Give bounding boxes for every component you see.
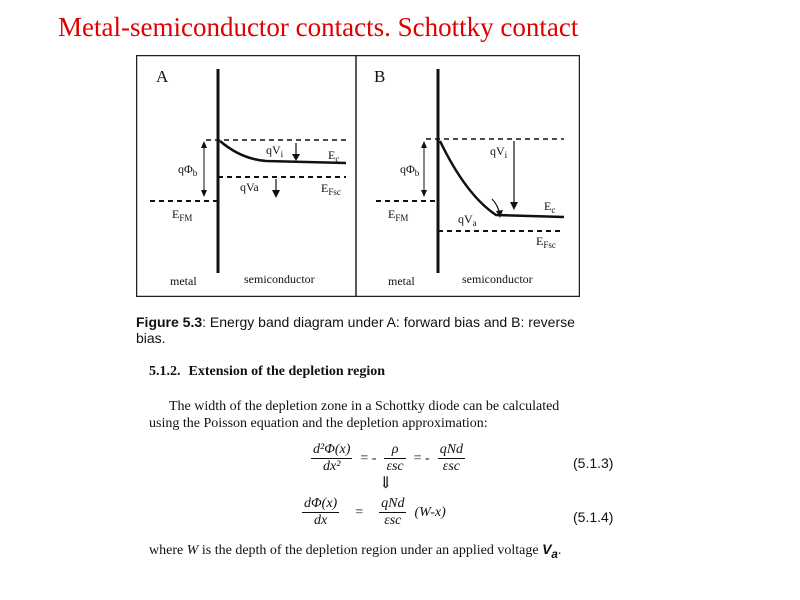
panel-a-qvi-label: $qV_i$: [266, 143, 284, 159]
panel-b-qphib-label: $q\Phi_b$: [400, 162, 420, 178]
panel-b-metal-label: metal: [388, 274, 415, 288]
panel-a-qva-arrow: [272, 190, 280, 198]
figure-frame: [137, 56, 580, 297]
eq1-rhs: $\frac{\text{qNd}}{\text{εsc}}$: [439, 442, 464, 474]
panel-a-semiconductor-label: semiconductor: [244, 272, 315, 286]
panel-a-efm-label: $E_{FM}$: [172, 207, 193, 223]
eq1-op2: = -: [413, 450, 430, 466]
where-suffix: .: [557, 543, 562, 558]
panel-b: [374, 67, 564, 288]
panel-b-ec-label: $E_c$: [544, 199, 556, 215]
eq1-lhs: $\frac{\text{d²Φ(x)}}{\text{dx²}}$: [313, 442, 351, 474]
slide-title: Metal-semiconductor contacts. Schottky contact: [58, 12, 579, 42]
panel-b-semiconductor-label: semiconductor: [462, 272, 533, 286]
panel-a-ec-label: $E_c$: [328, 148, 340, 164]
eq2-op1: =: [355, 504, 364, 520]
band-diagram-figure: [136, 55, 580, 297]
panel-b-qva-label: $qV_a$: [458, 212, 477, 228]
panel-a-qphib-label: $q\Phi_b$: [178, 162, 198, 178]
where-var-v: $V_a$: [542, 541, 558, 561]
figure-caption: [136, 314, 606, 346]
section-heading: [149, 364, 393, 380]
panel-a-efsc-label: $E_{Fsc}$: [321, 181, 341, 197]
panel-a: [150, 67, 346, 288]
where-line: [149, 541, 561, 561]
panel-b-qvi-label: $qV_i$: [490, 144, 508, 160]
equation-number-5-1-4: (5.1.4): [573, 509, 614, 525]
panel-b-qvi-arrow: [510, 202, 518, 210]
panel-b-efsc-label: $E_{Fsc}$: [536, 234, 556, 250]
eq1-mid: $\frac{\rho}{\text{εsc}}$: [386, 442, 404, 474]
caption-label: Figure 5.3: [136, 314, 203, 330]
equation-5-1-4: [302, 496, 450, 529]
panel-a-qva-label: qVa: [240, 180, 259, 194]
panel-a-letter: A: [156, 67, 169, 86]
caption-text: : Energy band diagram under A: forward bias and B: reverse bias.: [136, 314, 575, 346]
equation-5-1-3: [311, 442, 465, 475]
eq2-rhs: $\frac{\text{qNd}}{\text{εsc}}$: [381, 496, 405, 528]
panel-a-metal-label: metal: [170, 274, 197, 288]
where-prefix: where: [149, 543, 184, 558]
eq1-op1: = -: [360, 450, 377, 466]
section-number: 5.1.2.: [149, 364, 181, 379]
paragraph-line-1: The width of the depletion zone in a Schottky diode can be calculated: [169, 399, 560, 414]
where-var-w: W: [186, 543, 199, 558]
body-paragraph: [149, 398, 629, 432]
panel-b-efm-label: $E_{FM}$: [388, 207, 409, 223]
eq2-factor: (W-x): [414, 504, 446, 520]
section-title: Extension of the depletion region: [188, 364, 386, 379]
where-middle: is the depth of the depletion region under an applied voltage: [201, 543, 539, 558]
paragraph-line-2: using the Poisson equation and the depletion approximation:: [149, 416, 488, 431]
panel-b-letter: B: [374, 67, 386, 86]
eq2-lhs: $\frac{d\Phi(x)}{dx}$: [304, 496, 338, 528]
implies-arrow: ⇓: [379, 475, 393, 492]
equation-number-5-1-3: (5.1.3): [573, 455, 614, 471]
panel-a-qvi-arrow: [292, 154, 300, 161]
